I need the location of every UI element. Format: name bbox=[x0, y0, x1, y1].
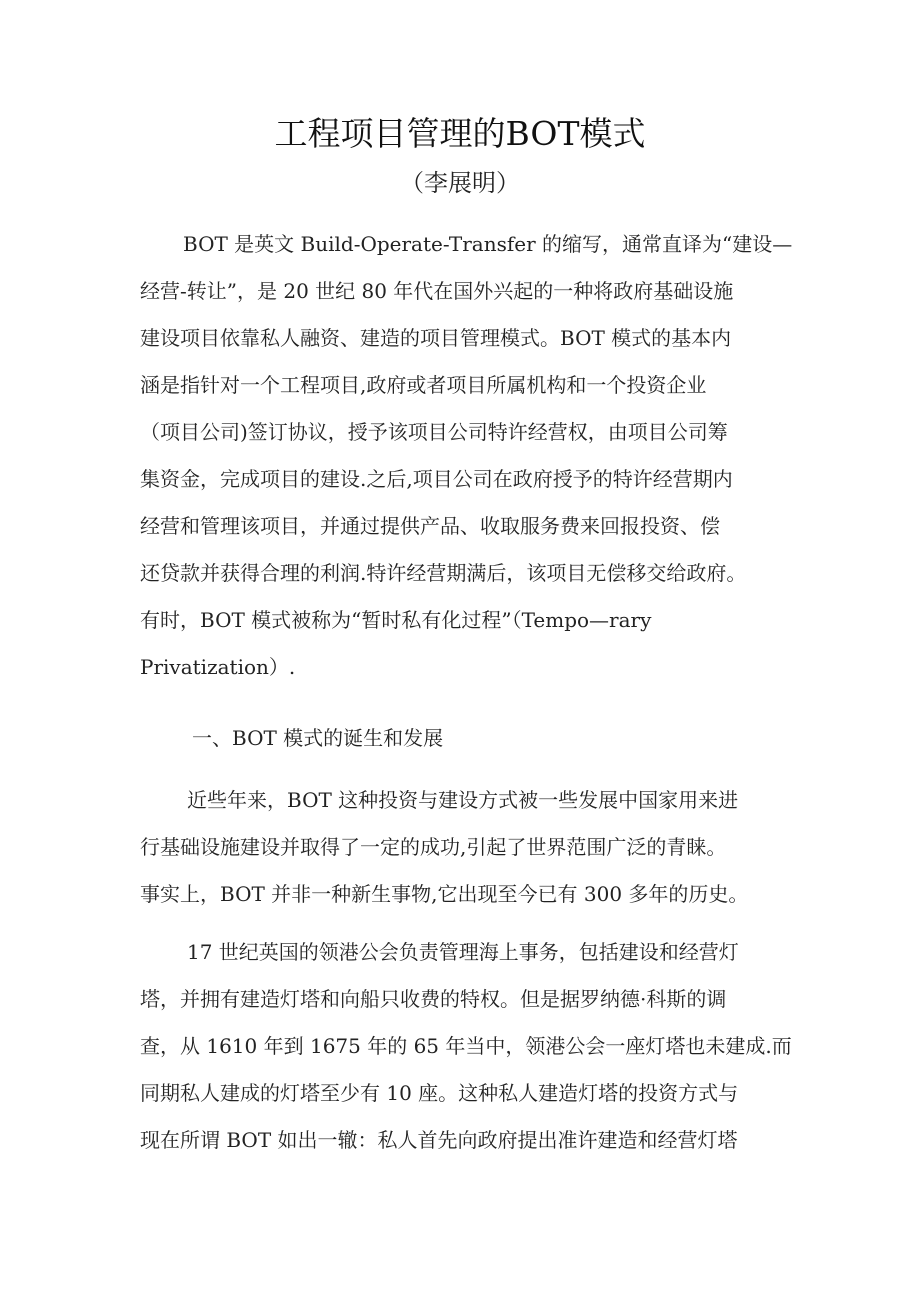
paragraph-1-line-7: 经营和管理该项目，并通过提供产品、收取服务费来回报投资、偿 bbox=[140, 514, 720, 538]
paragraph-1-line-3: 建设项目依靠私人融资、建造的项目管理模式。BOT 模式的基本内 bbox=[140, 326, 732, 350]
paragraph-2-line-2: 行基础设施建设并取得了一定的成功,引起了世界范围广泛的青睐。 bbox=[140, 835, 727, 859]
paragraph-1-line-6: 集资金，完成项目的建设.之后,项目公司在政府授予的特许经营期内 bbox=[140, 467, 733, 491]
paragraph-3-line-5: 现在所谓 BOT 如出一辙：私人首先向政府提出准许建造和经营灯塔 bbox=[140, 1128, 738, 1152]
paragraph-2-line-1: 近些年来，BOT 这种投资与建设方式被一些发展中国家用来进 bbox=[187, 788, 739, 812]
paragraph-3-line-4: 同期私人建成的灯塔至少有 10 座。这种私人建造灯塔的投资方式与 bbox=[140, 1081, 739, 1105]
paragraph-3-line-3: 查，从 1610 年到 1675 年的 65 年当中，领港公会一座灯塔也未建成.而 bbox=[140, 1034, 792, 1058]
paragraph-1-line-1: BOT 是英文 Build-Operate-Transfer 的缩写，通常直译为“建设— bbox=[183, 232, 793, 256]
paragraph-1-line-9: 有时，BOT 模式被称为“暂时私有化过程”（Tempo—rary bbox=[140, 608, 652, 632]
paragraph-3-line-2: 塔，并拥有建造灯塔和向船只收费的特权。但是据罗纳德·科斯的调 bbox=[140, 987, 727, 1011]
paragraph-1-line-8: 还贷款并获得合理的利润.特许经营期满后，该项目无偿移交给政府。 bbox=[140, 561, 747, 585]
paragraph-1-line-4: 涵是指针对一个工程项目,政府或者项目所属机构和一个投资企业 bbox=[140, 373, 707, 397]
paragraph-3-line-1: 17 世纪英国的领港公会负责管理海上事务，包括建设和经营灯 bbox=[187, 940, 739, 964]
paragraph-1-line-2: 经营-转让”，是 20 世纪 80 年代在国外兴起的一种将政府基础设施 bbox=[140, 279, 734, 303]
document-title: 工程项目管理的BOT模式 bbox=[274, 114, 646, 153]
paragraph-2-line-3: 事实上，BOT 并非一种新生事物,它出现至今已有 300 多年的历史。 bbox=[140, 882, 749, 906]
section-heading-1: 一、BOT 模式的诞生和发展 bbox=[192, 726, 444, 750]
document-author: （李展明） bbox=[400, 169, 520, 197]
paragraph-1-line-10: Privatization）. bbox=[140, 655, 296, 679]
paragraph-1-line-5: （项目公司)签订协议，授予该项目公司特许经营权，由项目公司筹 bbox=[140, 420, 728, 444]
